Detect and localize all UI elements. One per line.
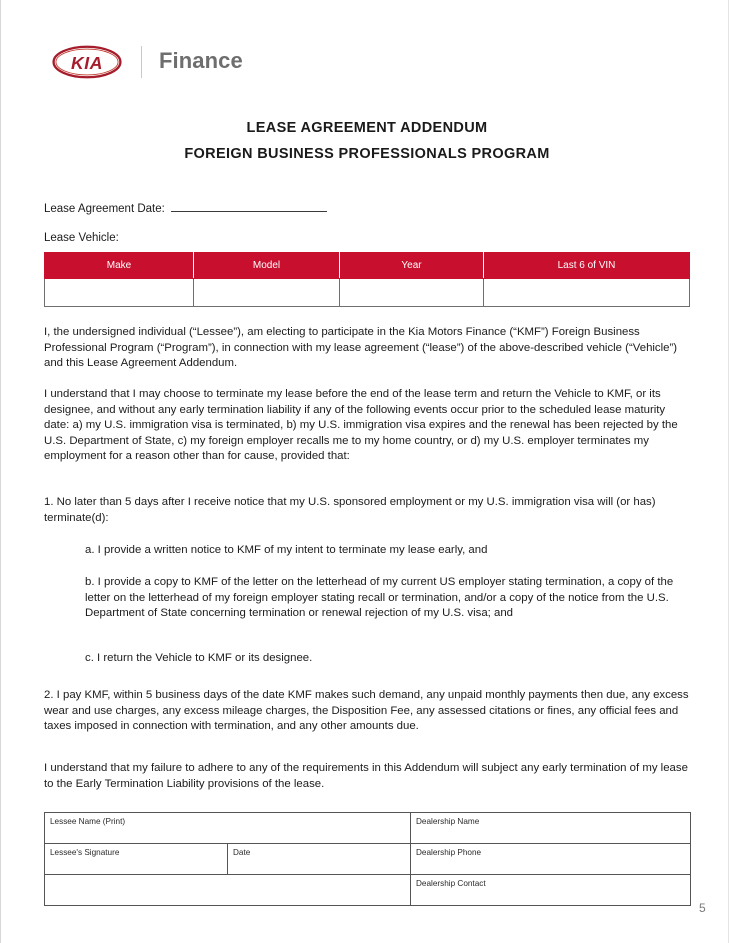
list-item-1: 1. No later than 5 days after I receive notice that my U.S. sponsored employment or my U.S. immigration visa will (or has) terminate(d): [44,496,656,524]
brand-divider [141,46,142,78]
page-title: LEASE AGREEMENT ADDENDUM [246,120,488,136]
svg-text:KIA: KIA [70,53,104,74]
lease-agreement-date-label: Lease Agreement Date: [44,203,165,215]
lease-agreement-date-input[interactable] [171,202,327,212]
table-row [45,875,691,906]
column-header-last6vin: Last 6 of VIN [484,253,690,279]
brand-header [51,41,243,83]
field-dealership-phone[interactable]: Dealership Phone [411,844,691,875]
lease-agreement-date-row [44,202,327,215]
paragraph-intro: I, the undersigned individual (“Lessee”), am electing to participate in the Kia Motors Finance (“KMF”) Foreign Business Professional Program (“Program”), in connection with my lease agreement (“lease”) of the above-described vehicle (“Vehicle”) and this Lease Agreement Addendum. [44,326,678,370]
field-dealership-contact[interactable]: Dealership Contact [411,875,691,906]
cell-year[interactable] [340,279,484,307]
field-lessee-name[interactable]: Lessee Name (Print) [45,813,411,844]
signature-table [44,812,691,906]
table-row [45,844,691,875]
table-row [45,813,691,844]
paragraph-closing: I understand that my failure to adhere to any of the requirements in this Addendum will subject any early termination of my lease to the Early Termination Liability provisions of the lease. [44,762,688,790]
field-lessee-signature[interactable]: Lessee's Signature [45,844,228,875]
list-item-1c: c. I return the Vehicle to KMF or its designee. [85,652,313,664]
lease-vehicle-table [44,252,690,307]
column-header-model: Model [194,253,340,279]
lease-vehicle-label: Lease Vehicle: [44,232,119,244]
page-subtitle: FOREIGN BUSINESS PROFESSIONALS PROGRAM [184,146,550,162]
paragraph-termination: I understand that I may choose to terminate my lease before the end of the lease term and return the Vehicle to KMF, or its designee, and without any early termination liability if any of the following events occur prior to the scheduled lease maturity date: a) my U.S. immigration visa is terminated, b) my U.S. immigration visa expires and the renewal has been rejected by the U.S. Department of State, c) my foreign employer recalls me to my home country, or d) my U.S. employer terminates my employment for a reason other than for cause, provided that: [44,388,678,463]
column-header-make: Make [45,253,194,279]
brand-word: Finance [159,48,243,73]
column-header-year: Year [340,253,484,279]
table-row [45,279,690,307]
field-blank[interactable] [45,875,411,906]
list-item-1a: a. I provide a written notice to KMF of my intent to terminate my lease early, and [85,544,488,556]
field-date[interactable]: Date [228,844,411,875]
kia-logo-icon [51,45,123,79]
page-number: 5 [699,901,706,915]
list-item-1b: b. I provide a copy to KMF of the letter on the letterhead of my current US employer stating termination, a copy of the letter on the letterhead of my foreign employer stating recall or termination, and/or a copy of the notice from the U.S. Department of State concerning termination or renewal rejection of my U.S. visa; and [85,576,674,620]
list-item-2: 2. I pay KMF, within 5 business days of the date KMF makes such demand, any unpaid monthly payments then due, any excess wear and use charges, any excess mileage charges, the Disposition Fee, any assessed citations or fines, any official fees and taxes imposed in connection with termination, and any other amounts due. [44,689,689,733]
cell-model[interactable] [194,279,340,307]
cell-last6vin[interactable] [484,279,690,307]
cell-make[interactable] [45,279,194,307]
field-dealership-name[interactable]: Dealership Name [411,813,691,844]
table-header-row [45,253,690,279]
